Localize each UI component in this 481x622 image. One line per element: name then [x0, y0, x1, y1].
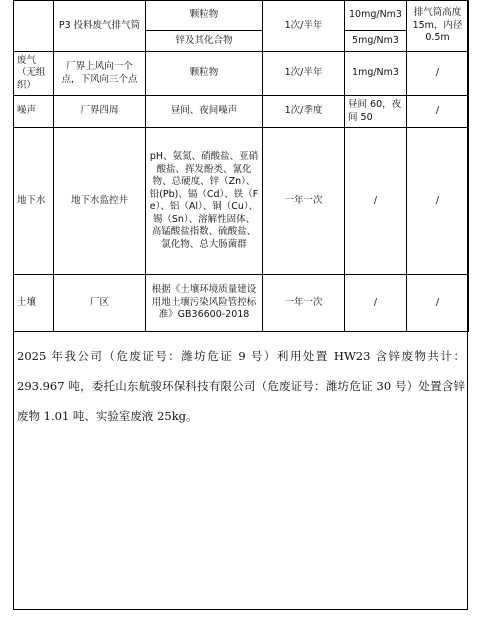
table-row	[14, 128, 469, 275]
remark-cell: /	[407, 128, 469, 275]
table-row	[14, 96, 469, 128]
limit-cell: 昼间 60，夜间 50	[345, 96, 407, 128]
limit-cell: 10mg/Nm3	[345, 1, 407, 31]
frequency-cell: 1次/季度	[263, 96, 345, 128]
limit-cell: /	[345, 275, 407, 332]
monitoring-item-cell: 根据《土壤环境质量建设用地土壤污染风险管控标准》GB36600-2018	[146, 275, 263, 332]
category-cell: 噪声	[14, 96, 54, 128]
monitoring-point-cell: 厂界上风向一个点，下风向三个点	[54, 52, 146, 96]
monitoring-item-cell: 锌及其化合物	[146, 31, 263, 52]
frequency-cell: 一年一次	[263, 275, 345, 332]
monitoring-point-cell: 地下水监控井	[54, 128, 146, 275]
monitoring-point-cell: 厂界四周	[54, 96, 146, 128]
category-cell: 废气（无组织）	[14, 52, 54, 96]
remark-cell: /	[407, 275, 469, 332]
limit-cell: 1mg/Nm3	[345, 52, 407, 96]
remark-cell: /	[407, 96, 469, 128]
remark-cell: 排气筒高度 15m，内径 0.5m	[407, 1, 469, 52]
monitoring-item-cell: 颗粒物	[146, 1, 263, 31]
table-row	[14, 1, 469, 31]
monitoring-item-cell: 颗粒物	[146, 52, 263, 96]
monitoring-table	[13, 0, 469, 332]
category-cell: 土壤	[14, 275, 54, 332]
table-row	[14, 52, 469, 96]
frequency-cell: 一年一次	[263, 128, 345, 275]
monitoring-point-cell: P3 投料废气排气筒	[54, 1, 146, 52]
limit-cell: 5mg/Nm3	[345, 31, 407, 52]
table-row	[14, 275, 469, 332]
hazardous-waste-note: 2025 年我公司（危废证号：潍坊危证 9 号）利用处置 HW23 含锌废物共计：293.967 吨，委托山东航骏环保科技有限公司（危废证号：潍坊危证 30 号）处置含锌废物 1.01 吨、实验室废液 25kg。	[17, 349, 465, 423]
monitoring-point-cell: 厂区	[54, 275, 146, 332]
category-cell-empty	[14, 1, 54, 52]
remark-cell: /	[407, 52, 469, 96]
limit-cell: /	[345, 128, 407, 275]
frequency-cell: 1次/半年	[263, 1, 345, 52]
monitoring-item-cell: 昼间、夜间噪声	[146, 96, 263, 128]
monitoring-item-cell: pH、氨氮、硝酸盐、亚硝酸盐、挥发酚类、氰化物、总硬度、锌（Zn）、铅(Pb)、镉（Cd）、铁（Fe）、铝（Al）、铜（Cu）、锡（Sn）、溶解性固体、高锰酸盐指数、硫酸盐、氯化物、总大肠菌群	[146, 128, 263, 275]
category-cell: 地下水	[14, 128, 54, 275]
frequency-cell: 1次/半年	[263, 52, 345, 96]
